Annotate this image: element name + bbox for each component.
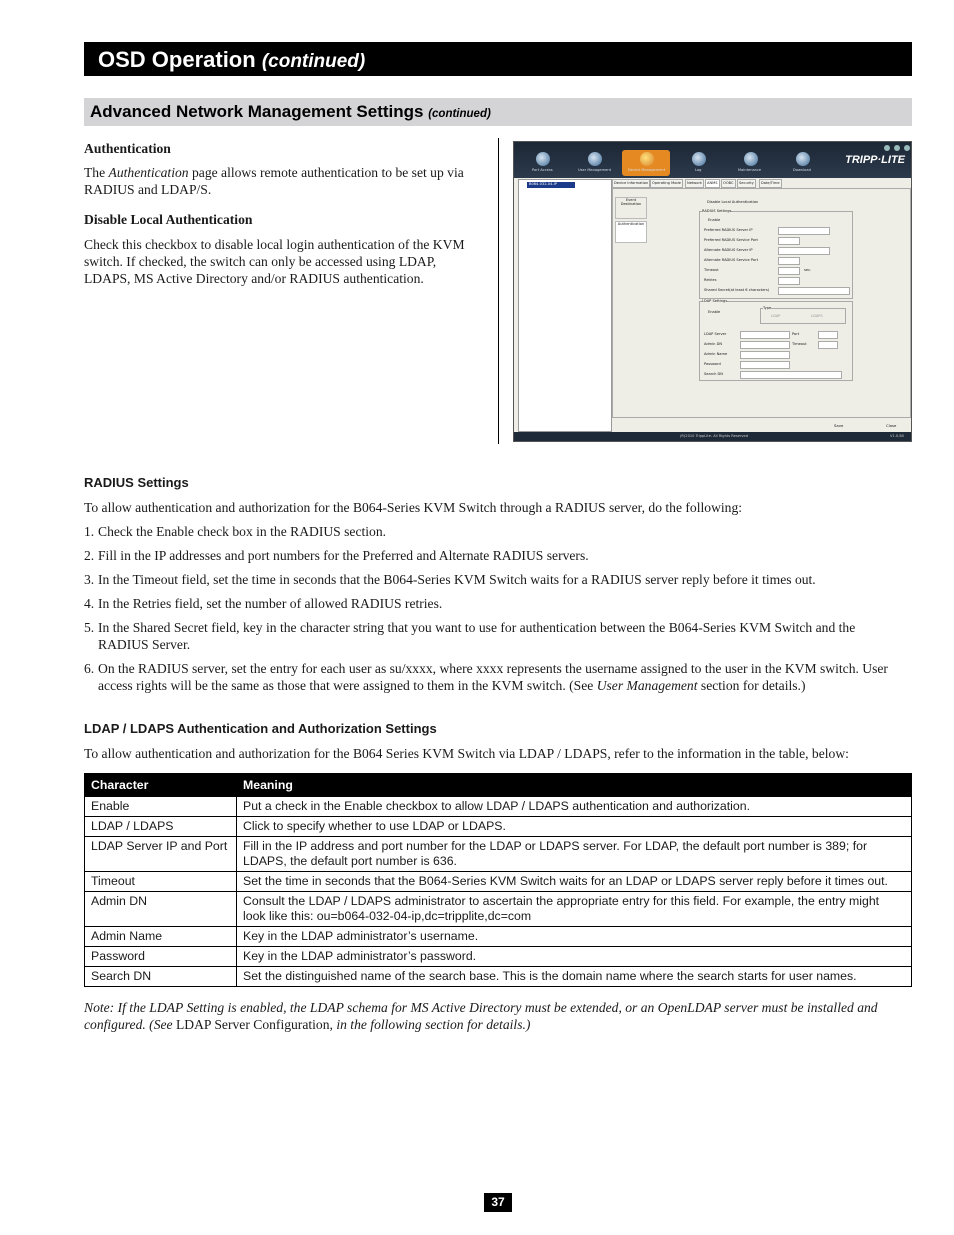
ldap-type-label: Type [763,306,772,310]
ldap-option: LDAP [771,314,781,318]
tab-label: Port Access [532,168,553,172]
radius-group [699,211,853,299]
table-cell: Key in the LDAP administrator’s username. [237,927,912,947]
ldap-input [740,341,790,349]
ldap-field-label: Search DN [704,372,723,376]
table-cell: Key in the LDAP administrator’s password. [237,947,912,967]
table-row [85,967,912,987]
step-number: 5. [84,620,95,635]
ldap-input [740,331,790,339]
intro-text: The [84,165,109,180]
column-header: Character [85,774,237,797]
radius-field-label: Timeout [704,268,719,272]
tab-label: Maintenance [738,168,762,172]
ldap-timeout-label: Timeout [792,342,807,346]
section-banner [84,98,912,126]
tab-label: User Management [578,168,612,172]
table-cell: Click to specify whether to use LDAP or LDAPS. [237,817,912,837]
radius-input [778,277,800,285]
screenshot-footer [514,432,911,441]
maintenance-icon [744,152,758,166]
step-text: In the Timeout field, set the time in seconds that the B064-Series KVM Switch waits for a RADIUS server reply before it times out. [98,572,816,587]
tab-label: Log [695,168,702,172]
table-row [85,947,912,967]
section-title-suffix: (continued) [428,108,491,120]
note-reference: LDAP Server Configuration [175,1017,330,1032]
column-divider [498,138,499,444]
step-text-emphasis: User Management [596,678,698,693]
radius-field-label: Alternate RADIUS Server IP [704,248,753,252]
step-text-part: section for details.) [697,678,806,693]
ldap-group [699,301,853,381]
ldap-input [818,341,838,349]
table-cell: Set the distinguished name of the search base. This is the domain name where the search starts for user names. [237,967,912,987]
ldap-enable-label: Enable [708,310,721,314]
table-cell: Set the time in seconds that the B064-Series KVM Switch waits for an LDAP or LDAPS server reply before it times out. [237,872,912,892]
download-icon [796,152,810,166]
step-number: 6. [84,661,95,676]
ldap-note [84,999,904,1033]
intro-emphasis: Authentication [108,165,189,180]
table-header-row [85,774,912,797]
table-cell: Consult the LDAP / LDAPS administrator to ascertain the appropriate entry for this field. For example, the entry might look like this: ou=b064-032-04-ip,dc=tripplite,dc=com [237,892,912,927]
page-title-suffix: (continued) [261,51,366,72]
radius-input [778,227,830,235]
radius-group-label: RADIUS Settings [702,209,732,213]
subtab: Device Information [612,179,650,188]
step-number: 2. [84,548,95,563]
step-text: In the Retries field, set the number of allowed RADIUS retries. [98,596,443,611]
help-icon [884,145,890,151]
radius-field-label: Alternate RADIUS Service Port [704,258,758,262]
intro-text-end: page allows remote authentication to be set up via RADIUS and LDAP/S. [84,165,464,197]
log-icon [692,152,706,166]
page-title: OSD Operation [98,47,256,72]
ldap-field-label: Password [704,362,721,366]
ldap-group-label: LDAP Settings [702,299,728,303]
ldap-field-label: Admin DN [704,342,723,346]
step-text: In the Shared Secret field, key in the character string that you want to use for authentication between the B064-Series KVM Switch and the RADIUS Server. [98,620,856,652]
ldaps-option: LDAPS [811,314,823,318]
sec-label: sec. [804,268,812,272]
step-text-part: On the RADIUS server, set the entry for each user as su/xxxx, where xxxx represents the username assigned to the user in the KVM switch. User access rights will be the same as those that were assigned to them in the KVM switch. (See [98,661,888,693]
page-number: 37 [484,1193,512,1212]
radius-field-label: Preferred RADIUS Server IP [704,228,753,232]
radius-input [778,237,800,245]
table-cell: Enable [85,797,237,817]
subtab: Network [685,179,704,188]
ldap-intro: To allow authentication and authorization for the B064 Series KVM Switch via LDAP / LDAPS, refer to the information in the table, below: [84,746,849,761]
side-button-event: Event Destination [615,197,647,219]
disable-local-label: Disable Local Authentication [707,200,759,204]
radius-field-label: Shared Secret(at least 6 characters) [704,288,770,292]
page-header-banner [84,42,912,76]
ldap-heading: LDAP / LDAPS Authentication and Authorization Settings [84,721,437,736]
device-management-icon [640,152,654,166]
table-cell: Put a check in the Enable checkbox to allow LDAP / LDAPS authentication and authorization. [237,797,912,817]
subtab-active: ANMS [705,179,720,188]
note-text-end: , in the following section for details.) [329,1017,531,1032]
tree-item-label: B064-032-04-IP [529,182,557,186]
radius-field-label: Retries [704,278,717,282]
column-header: Meaning [237,774,912,797]
version-text: V1.0.80 [890,434,904,438]
device-tree [518,179,612,432]
subtab: Date/Time [759,179,782,188]
ldap-input [740,371,842,379]
table-row [85,817,912,837]
tab-label: Download [793,168,811,172]
radius-input [778,257,800,265]
user-management-icon [588,152,602,166]
close-button: Close [886,423,897,428]
save-button: Save [834,423,844,428]
step-text: Fill in the IP addresses and port numbers for the Preferred and Alternate RADIUS servers. [98,548,589,563]
radius-field-label: Preferred RADIUS Service Port [704,238,758,242]
disable-local-body: Check this checkbox to disable local login authentication of the KVM switch. If checked, the switch can only be accessed using LDAP, LDAPS, MS Active Directory and/or RADIUS authentication. [84,237,465,286]
copyright-text: (R)2010 TrippLite. All Rights Reserved [680,434,749,438]
ldap-field-label: LDAP Server [704,332,727,336]
disable-local-heading: Disable Local Authentication [84,212,253,227]
ldap-type-group [760,308,846,324]
table-row [85,797,912,817]
step-text: Check the Enable check box in the RADIUS section. [98,524,387,539]
table-cell: LDAP / LDAPS [85,817,237,837]
ldap-field-label: Admin Name [704,352,728,356]
table-row [85,927,912,947]
table-cell: LDAP Server IP and Port [85,837,237,872]
ldap-input [740,361,790,369]
authentication-screenshot [513,141,912,442]
radius-input [778,287,850,295]
table-row [85,872,912,892]
close-icon [904,145,910,151]
port-access-icon [536,152,550,166]
step-text [98,660,898,694]
step-number: 1. [84,524,95,539]
table-row [85,892,912,927]
table-cell: Admin DN [85,892,237,927]
ldap-input [818,331,838,339]
table-cell: Fill in the IP address and port number for the LDAP or LDAPS server. For LDAP, the default port number is 389; for LDAPS, the default port number is 636. [237,837,912,872]
table-cell: Admin Name [85,927,237,947]
authentication-intro [84,164,484,198]
tab-label: Device Management [628,168,666,172]
radius-input [778,267,800,275]
side-button-auth: Authentication [615,221,647,243]
section-title: Advanced Network Management Settings [90,102,424,121]
radius-enable-label: Enable [708,218,721,222]
table-cell: Timeout [85,872,237,892]
ldap-settings-table [84,773,912,987]
settings-pane [612,188,911,418]
note-text: Note: If the LDAP Setting is enabled, the LDAP schema for MS Active Directory must be extended, or an OpenLDAP server must be installed and configured. (See [84,1000,878,1032]
radius-intro: To allow authentication and authorization for the B064-Series KVM Switch through a RADIUS server, do the following: [84,500,743,515]
logout-icon [894,145,900,151]
screenshot-toolbar [514,142,911,178]
ldap-port-label: Port [792,332,800,336]
table-cell: Search DN [85,967,237,987]
table-row [85,837,912,872]
tripp-lite-logo: TRIPP·LITE [845,154,905,166]
subtab: Operating Mode [650,179,683,188]
radius-input [778,247,830,255]
step-number: 3. [84,572,95,587]
step-number: 4. [84,596,95,611]
table-cell: Password [85,947,237,967]
subtab: Security [737,179,756,188]
ldap-input [740,351,790,359]
subtab: OOBC [721,179,736,188]
radius-heading: RADIUS Settings [84,475,189,490]
authentication-heading: Authentication [84,141,171,156]
